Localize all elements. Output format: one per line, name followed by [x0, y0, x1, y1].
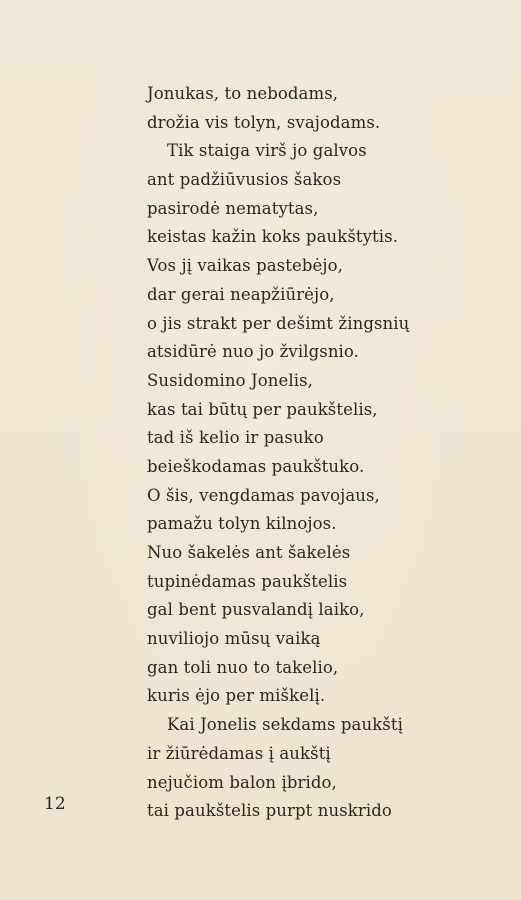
poem-line: Susidomino Jonelis, — [147, 370, 314, 390]
poem-line: ant padžiūvusios šakos — [147, 170, 342, 190]
poem-line: keistas kažin koks paukštytis. — [147, 227, 399, 247]
poem-line: drožia vis tolyn, svajodams. — [147, 112, 381, 132]
poem-line: Kai Jonelis sekdams paukštį — [167, 715, 403, 735]
poem-line: o jis strakt per dešimt žingsnių — [147, 313, 410, 333]
page-number: 12 — [44, 794, 66, 814]
poem-line: Nuo šakelės ant šakelės — [147, 543, 351, 562]
poem-line: beieškodamas paukštuko. — [147, 456, 365, 476]
poem-line: tupinėdamas paukštelis — [147, 571, 348, 591]
poem-line: atsidūrė nuo jo žvilgsnio. — [147, 342, 360, 362]
poem-text — [147, 80, 487, 826]
poem-line: pamažu tolyn kilnojos. — [147, 514, 337, 534]
poem-line: ir žiūrėdamas į aukštį — [147, 743, 331, 763]
poem-line: tai paukštelis purpt nuskrido — [147, 801, 392, 821]
poem-line: gan toli nuo to takelio, — [147, 657, 339, 677]
poem-line: tad iš kelio ir pasuko — [147, 428, 324, 448]
poem-line: dar gerai neapžiūrėjo, — [147, 284, 335, 304]
poem-line: pasirodė nematytas, — [147, 198, 319, 218]
poem-line: nejučiom balon įbrido, — [147, 772, 337, 792]
poem-line: Tik staiga virš jo galvos — [167, 141, 367, 161]
poem-line: gal bent pusvalandį laiko, — [147, 600, 365, 620]
poem-line: kas tai būtų per paukštelis, — [147, 399, 378, 419]
poem-line: kuris ėjo per miškelį. — [147, 686, 326, 706]
poem-line: nuviliojo mūsų vaiką — [147, 629, 321, 649]
poem-line: Jonukas, to nebodams, — [147, 84, 339, 103]
poem-line: Vos jį vaikas pastebėjo, — [147, 256, 343, 276]
poem-line: O šis, vengdamas pavojaus, — [147, 485, 380, 505]
